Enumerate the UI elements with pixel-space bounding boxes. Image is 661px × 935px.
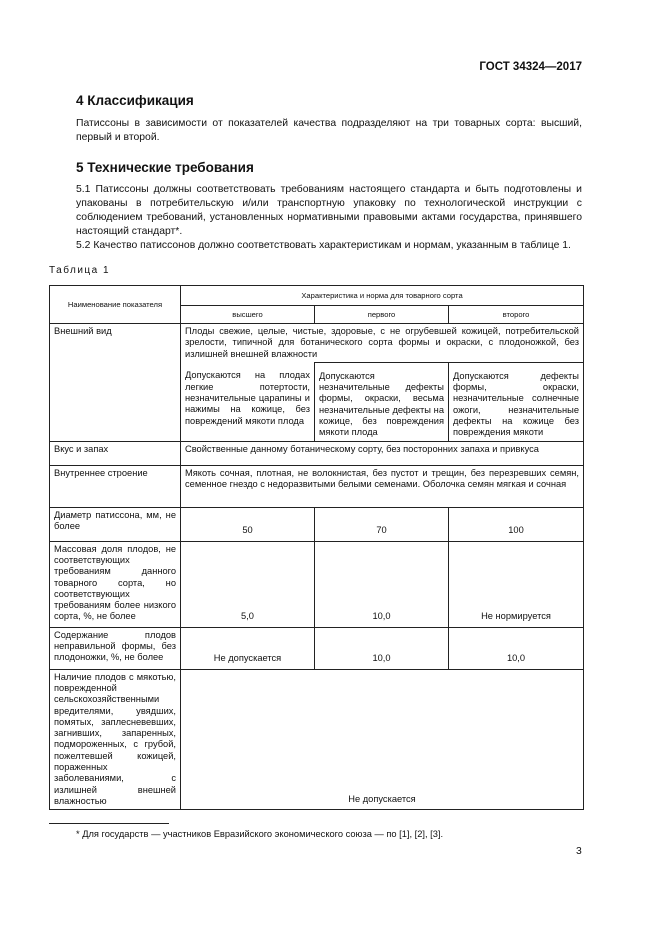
page-number: 3: [576, 846, 582, 857]
section-5-title: 5 Технические требования: [76, 160, 254, 175]
header-grade-2: первого: [315, 306, 449, 324]
row-name: Диаметр патиссона, мм, не более: [50, 507, 181, 541]
row-name: Массовая доля плодов, не соответствующих требованиям данного товарного сорта, но соответствующих требованиям более низкого сорта, %, не более: [50, 541, 181, 627]
row-cell: 10,0: [449, 627, 584, 669]
row-cell: Допускаются на плодах легкие потертости, незначительные царапины и нажимы на кожице, без повреждений мякоти плода: [181, 362, 315, 441]
table-row: [50, 669, 584, 810]
table-row: [50, 507, 584, 541]
table-row: [50, 541, 584, 627]
quality-table: [49, 285, 584, 810]
row-name: Внешний вид: [50, 324, 181, 442]
row-cell: Не допускается: [181, 627, 315, 669]
footnote: * Для государств — участников Евразийского экономического союза — по [1], [2], [3].: [76, 829, 444, 839]
section-4-title: 4 Классификация: [76, 93, 194, 108]
row-cell: 5,0: [181, 541, 315, 627]
row-name: Внутреннее строение: [50, 465, 181, 507]
table-row: [50, 324, 584, 363]
section-5-p2: 5.2 Качество патиссонов должно соответствовать характеристикам и нормам, указанным в таблице 1.: [76, 240, 571, 251]
row-cell: 100: [449, 507, 584, 541]
row-common: Мякоть сочная, плотная, не волокнистая, без пустот и трещин, без перезревших семян, семенное гнездо с недоразвитыми белыми семенами. Оболочка семян мягкая и сочная: [181, 465, 584, 507]
table-row: [50, 465, 584, 507]
header-grade-1: высшего: [181, 306, 315, 324]
footnote-separator: [49, 823, 169, 824]
table-caption: Таблица 1: [49, 265, 111, 276]
table-row: [50, 441, 584, 465]
row-common: Плоды свежие, целые, чистые, здоровые, с не огрубевшей кожицей, потребительской зрелости, типичной для ботанического сорта формы и окраски, с плодоножкой, без излишней внешней влажности: [181, 324, 584, 363]
header-grade-3: второго: [449, 306, 584, 324]
section-5-p1: 5.1 Патиссоны должны соответствовать требованиям настоящего стандарта и быть подготовлены и упакованы в потребительскую и/или транспортную упаковку по технологической инструкции с соблюдением требований, установленных нормативными правовыми актами государства, принявшего настоящий стандарт*.: [76, 184, 582, 237]
table-row: [50, 627, 584, 669]
row-name: Содержание плодов неправильной формы, без плодоножки, %, не более: [50, 627, 181, 669]
row-cell: 10,0: [315, 541, 449, 627]
row-common: Не допускается: [181, 669, 584, 810]
document-code: ГОСТ 34324—2017: [479, 61, 582, 73]
row-cell: Не нормируется: [449, 541, 584, 627]
row-cell: 50: [181, 507, 315, 541]
row-cell: 70: [315, 507, 449, 541]
header-group: Характеристика и норма для товарного сорта: [181, 286, 584, 306]
row-name: Наличие плодов с мякотью, поврежденной сельскохозяйственными вредителями, увядших, помятых, заплесневевших, загнивших, запаренных, подмороженных, с грубой, пожелтевшей кожицей, пораженных заболеваниями, с излишней внешней влажностью: [50, 669, 181, 810]
row-cell: 10,0: [315, 627, 449, 669]
row-cell: Допускаются дефекты формы, окраски, незначительные солнечные ожоги, незначительные дефекты на кожице без повреждения мякоти: [449, 362, 584, 441]
row-name: Вкус и запах: [50, 441, 181, 465]
row-cell: Допускаются незначительные дефекты формы, окраски, весьма незначительные дефекты на кожице, без повреждения мякоти плода: [315, 362, 449, 441]
row-common: Свойственные данному ботаническому сорту, без посторонних запаха и привкуса: [181, 441, 584, 465]
section-4-text: Патиссоны в зависимости от показателей качества подразделяют на три товарных сорта: высший, первый и второй.: [76, 118, 582, 143]
header-name: Наименование показателя: [50, 286, 181, 324]
